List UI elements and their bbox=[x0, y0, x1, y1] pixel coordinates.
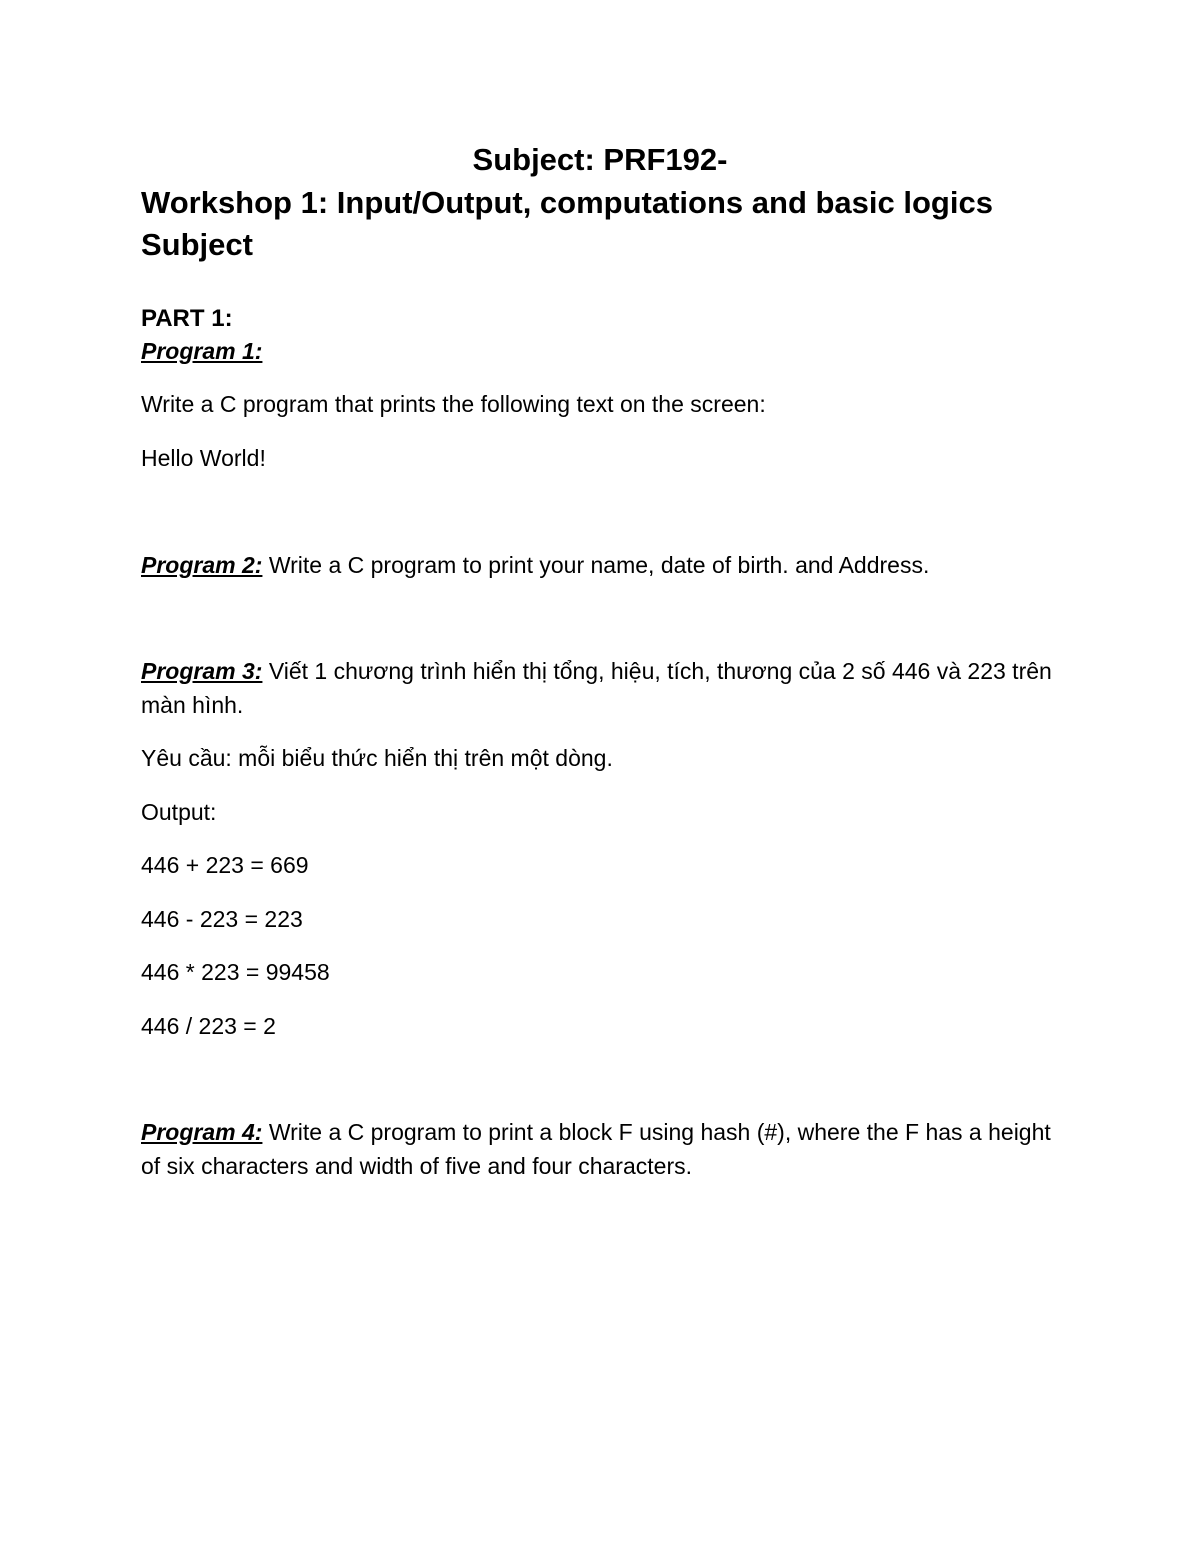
subject-title: Subject: PRF192- bbox=[472, 142, 728, 177]
program-1-heading bbox=[141, 334, 262, 368]
program-3-paragraph bbox=[141, 654, 1071, 722]
output-line-quotient: 446 / 223 = 2 bbox=[141, 1013, 276, 1039]
program-4-paragraph bbox=[141, 1115, 1071, 1183]
program-1-label: Program 1: bbox=[141, 338, 263, 364]
program-3-output-label: Output: bbox=[141, 799, 217, 825]
output-line-difference: 446 - 223 = 223 bbox=[141, 906, 303, 932]
program-2-description: Write a C program to print your name, date of birth. and Address. bbox=[262, 552, 930, 578]
program-4-label: Program 4: bbox=[141, 1119, 263, 1145]
program-1-description: Write a C program that prints the following text on the screen: bbox=[141, 391, 766, 417]
program-3-requirement: Yêu cầu: mỗi biểu thức hiển thị trên một dòng. bbox=[141, 745, 613, 771]
program-3-description: Viết 1 chương trình hiển thị tổng, hiệu, tích, thương của 2 số 446 và 223 trên màn hình. bbox=[141, 658, 1052, 718]
workshop-title: Workshop 1: Input/Output, computations and basic logics Subject bbox=[141, 185, 993, 262]
output-line-sum: 446 + 223 = 669 bbox=[141, 852, 309, 878]
program-1-sample-output: Hello World! bbox=[141, 445, 266, 471]
part-heading: PART 1: bbox=[141, 305, 233, 332]
program-2-label: Program 2: bbox=[141, 552, 263, 578]
program-3-label: Program 3: bbox=[141, 658, 263, 684]
output-line-product: 446 * 223 = 99458 bbox=[141, 959, 330, 985]
program-2-paragraph bbox=[141, 548, 1071, 582]
program-4-description: Write a C program to print a block F using hash (#), where the F has a height of six characters and width of five and four characters. bbox=[141, 1119, 1051, 1179]
